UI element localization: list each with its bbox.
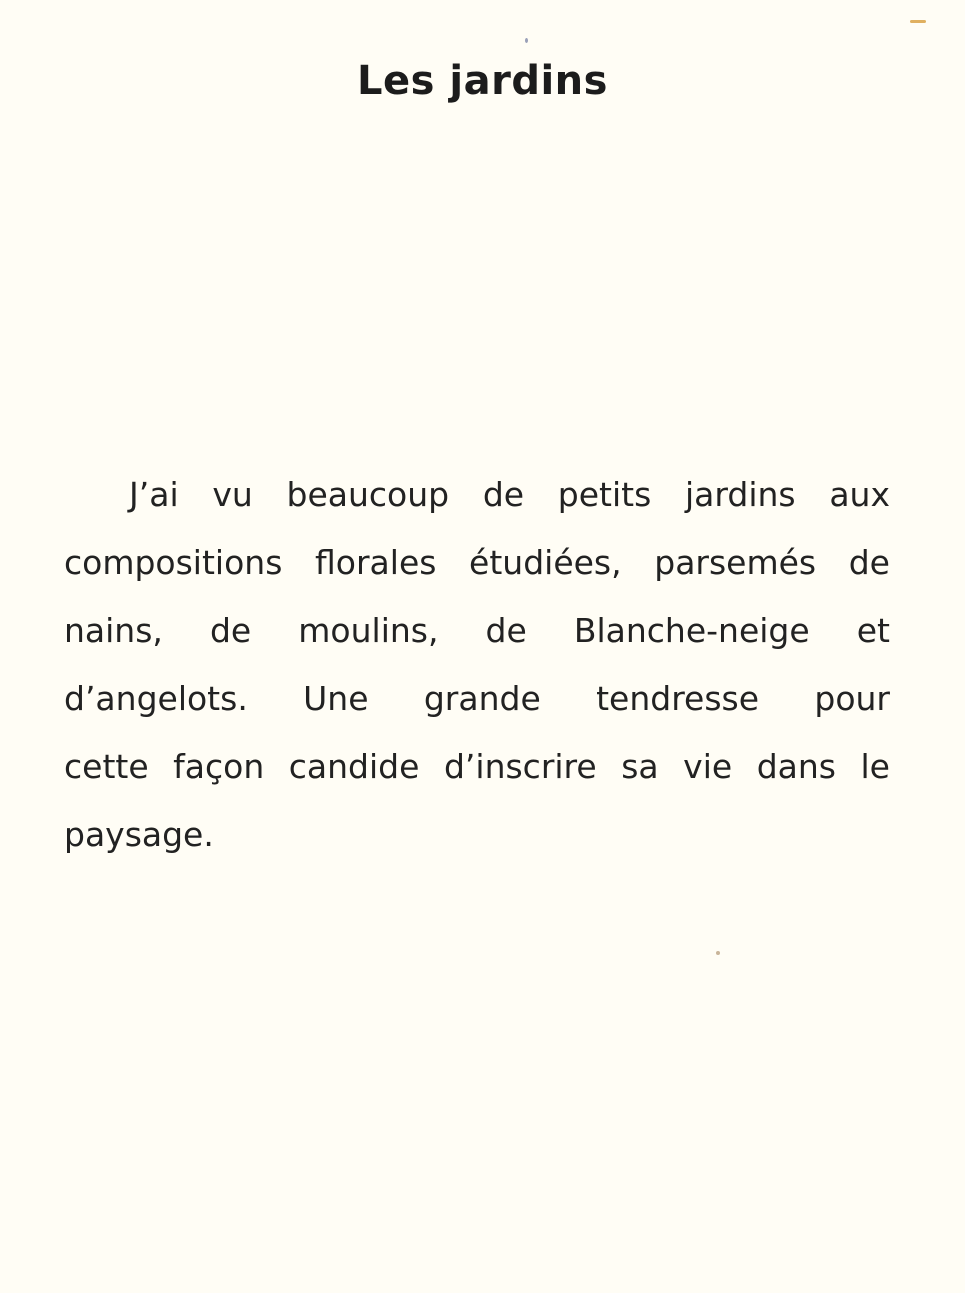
- paragraph-line: nains, de moulins, de Blanche-neige et: [64, 611, 890, 650]
- paper-speck: [716, 951, 720, 955]
- paragraph-line: compositions florales étudiées, parsemés de: [64, 543, 890, 582]
- paper-speck: [525, 38, 528, 43]
- paper-speck: [910, 20, 926, 23]
- paragraph-line: cette façon candide d’inscrire sa vie dans le: [64, 747, 890, 786]
- paragraph-line: paysage.: [64, 815, 214, 854]
- body-paragraph: [64, 466, 890, 874]
- paragraph-line: J’ai vu beaucoup de petits jardins aux: [129, 475, 890, 514]
- paragraph-line: d’angelots. Une grande tendresse pour: [64, 679, 890, 718]
- page-title: Les jardins: [357, 58, 608, 104]
